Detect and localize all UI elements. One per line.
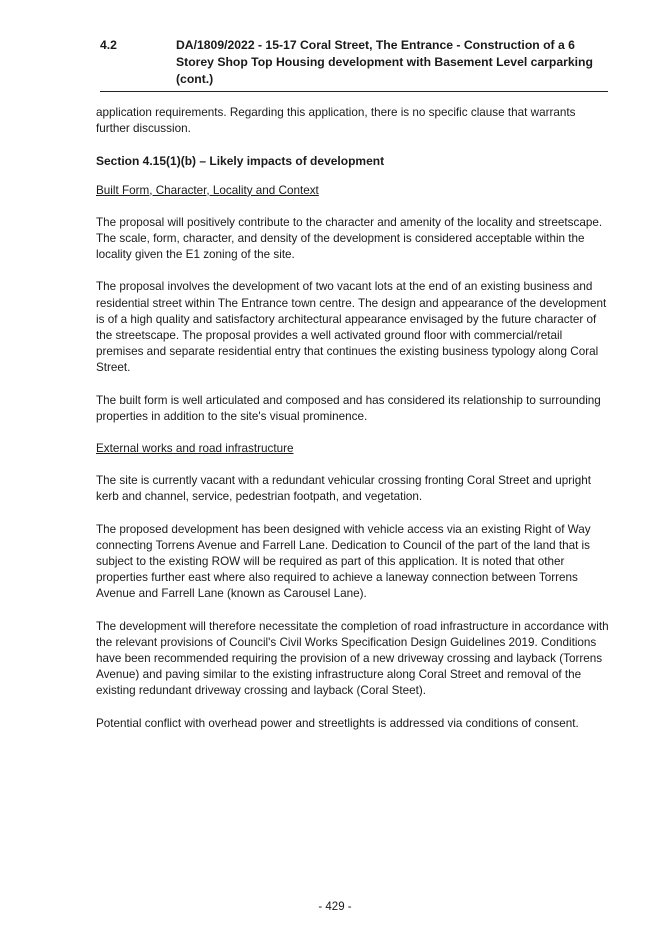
external-works-paragraph-2: The proposed development has been designed with vehicle access via an existing Right of Way connecting Torrens Avenue and Farrell Lane. Dedication to Council of the part of the land that is subject to the existing ROW will be required as part of this application. It is noted that other properties further east where also required to achieve a laneway connection between Torrens Avenue and Farrell Lane (known as Carousel Lane).	[96, 522, 591, 601]
built-form-paragraph-3: The built form is well articulated and composed and has considered its relationship to surrounding properties in addition to the site's visual prominence.	[96, 393, 601, 423]
built-form-paragraph-2: The proposal involves the development of two vacant lots at the end of an existing business and residential street within The Entrance town centre. The design and appearance of the development is of a high quality and satisfactory architectural appearance envisaged by the future character of the streetscape. The proposal provides a well activated ground floor with commercial/retail premises and separate residential entry that continues the existing business typology along Coral Street.	[96, 280, 607, 375]
section-heading: Section 4.15(1)(b) – Likely impacts of development	[96, 154, 385, 169]
page-number: - 429 -	[318, 901, 352, 913]
built-form-paragraph-1: The proposal will positively contribute to the character and amenity of the locality and streetscape. The scale, form, character, and density of the development is considered acceptable within the locality given the E1 zoning of the site.	[96, 215, 603, 262]
built-form-heading: Built Form, Character, Locality and Context	[96, 183, 319, 197]
intro-paragraph: application requirements. Regarding this application, there is no specific clause that warrants further discussion.	[96, 106, 576, 136]
external-works-paragraph-3: The development will therefore necessitate the completion of road infrastructure in accordance with the relevant provisions of Council's Civil Works Specification Design Guidelines 2019. Conditions have been recommended requiring the provision of a new driveway crossing and layback (Torrens Avenue) and paving similar to the existing infrastructure along Coral Street and removal of the existing redundant driveway crossing and layback (Coral Steet).	[96, 619, 609, 698]
external-works-paragraph-1: The site is currently vacant with a redundant vehicular crossing fronting Coral Street and upright kerb and channel, service, pedestrian footpath, and vegetation.	[96, 474, 592, 504]
document-body	[96, 105, 612, 748]
page-header	[100, 37, 608, 92]
header-row	[100, 37, 608, 88]
agenda-item-number: 4.2	[100, 38, 117, 52]
external-works-paragraph-4: Potential conflict with overhead power and streetlights is addressed via conditions of consent.	[96, 716, 579, 730]
agenda-item-title: DA/1809/2022 - 15-17 Coral Street, The Entrance - Construction of a 6 Storey Shop Top Housing development with Basement Level carparking (cont.)	[176, 38, 593, 86]
external-works-heading: External works and road infrastructure	[96, 442, 294, 456]
